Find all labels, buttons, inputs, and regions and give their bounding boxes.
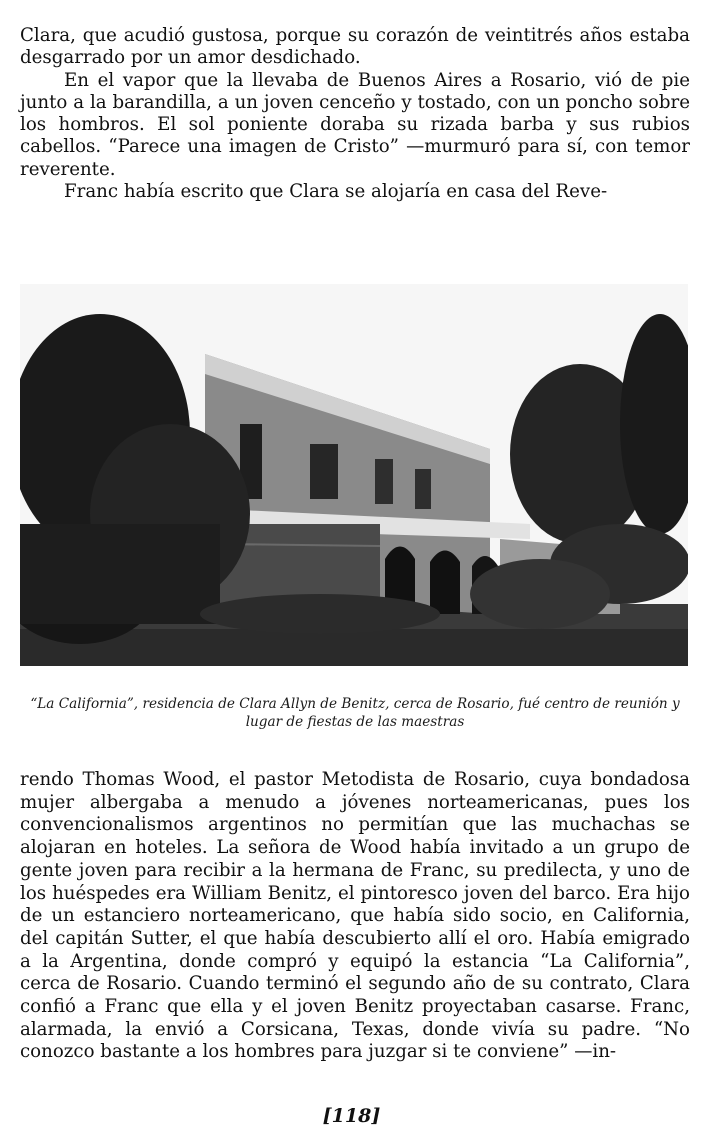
photo-illustration (20, 284, 688, 666)
paragraph-1: Clara, que acudió gustosa, porque su corazón de veintitrés años estaba desgarrado por un amor desdichado. (20, 25, 690, 69)
paragraph-4: rendo Thomas Wood, el pastor Metodista de Rosario, cuya bondadosa mujer albergaba a menudo a jóvenes norteamericanas, pues los convencionalismos argentinos no permitían que las muchachas se alojaran en hoteles. La señora de Wood había invitado a un grupo de gente joven para recibir a la hermana de Franc, su predilecta, y uno de los huéspedes era William Benitz, el pintoresco joven del barco. Era hijo de un estanciero norteamericano, que había sido socio, en California, del capitán Sutter, el que había descubierto allí el oro. Había emigrado a la Argentina, donde compró y equipó la estancia “La California”, cerca de Rosario. Cuando terminó el segundo año de su contrato, Clara confió a Franc que ella y el joven Benitz proyectaban casarse. Franc, alarmada, la envió a Corsicana, Texas, donde vivía su padre. “No conozco bastante a los hombres para juzgar si te conviene” —in- (20, 769, 690, 1063)
page-number: [118] (322, 1105, 381, 1127)
photo-caption: “La California”, residencia de Clara Allyn de Benitz, cerca de Rosario, fué centro de reunión y lugar de fiestas de las maestras (30, 696, 680, 730)
paragraph-2: En el vapor que la llevaba de Buenos Aires a Rosario, vió de pie junto a la barandilla, a un joven cenceño y tostado, con un poncho sobre los hombros. El sol poniente doraba su rizada barba y sus rubios cabellos. “Parece una imagen de Cristo” —murmuró para sí, con temor reverente. (20, 69, 690, 180)
house-photograph (20, 284, 688, 666)
top-text-block (20, 25, 690, 203)
paragraph-3: Franc había escrito que Clara se alojaría en casa del Reve- (64, 181, 608, 203)
bottom-text-block (20, 769, 690, 1064)
